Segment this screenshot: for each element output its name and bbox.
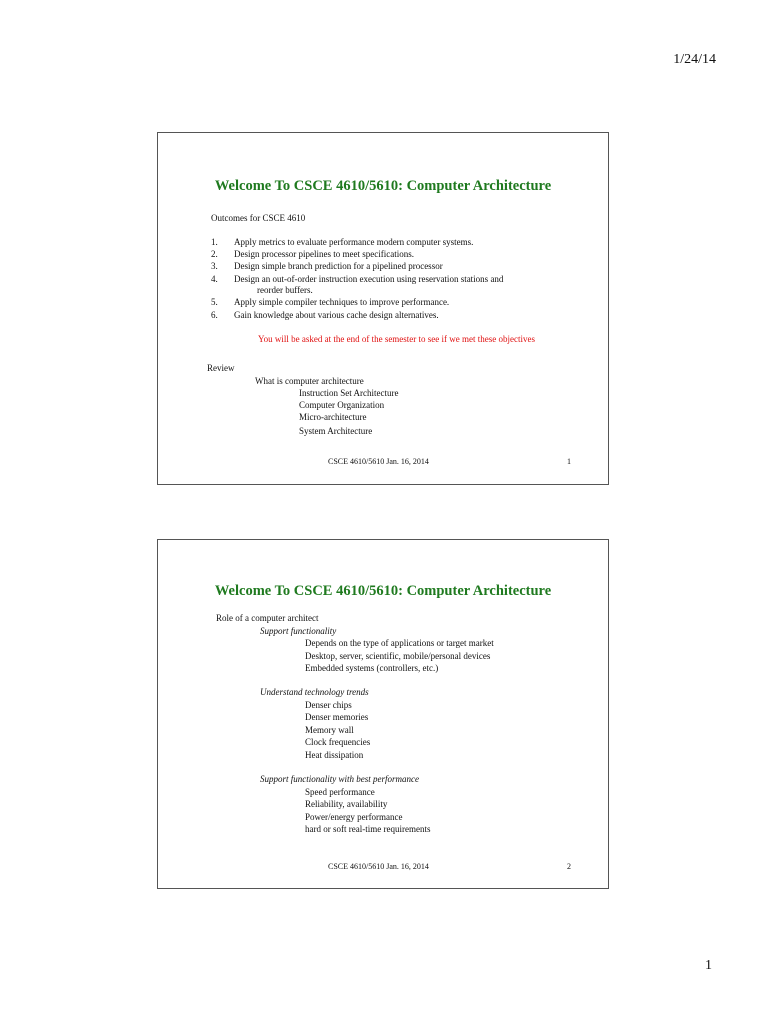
section-item: hard or soft real-time requirements — [305, 824, 431, 834]
outcome-item: Gain knowledge about various cache design alternatives. — [234, 310, 439, 320]
page-number: 1 — [705, 958, 712, 973]
outcome-item: Design processor pipelines to meet specifications. — [234, 249, 414, 259]
section-heading: Support functionality — [260, 626, 337, 636]
role-heading: Role of a computer architect — [216, 613, 319, 623]
section-heading: Understand technology trends — [260, 687, 369, 697]
review-question: What is computer architecture — [255, 376, 364, 386]
slide-title: Welcome To CSCE 4610/5610: Computer Architecture — [214, 178, 552, 194]
section-item: Depends on the type of applications or target market — [305, 638, 494, 648]
outcome-number: 2. — [211, 249, 218, 259]
section-item: Clock frequencies — [305, 737, 371, 747]
section-item: Desktop, server, scientific, mobile/personal devices — [305, 651, 491, 661]
outcome-number: 1. — [211, 237, 218, 247]
slide-footer: CSCE 4610/5610 Jan. 16, 2014 — [328, 457, 429, 466]
outcomes-heading: Outcomes for CSCE 4610 — [211, 213, 306, 223]
outcome-item: Design simple branch prediction for a pipelined processor — [234, 261, 443, 271]
slide-2 — [157, 539, 609, 889]
review-label: Review — [207, 363, 235, 373]
objectives-notice: You will be asked at the end of the semester to see if we met these objectives — [258, 334, 536, 344]
outcome-item: Apply metrics to evaluate performance modern computer systems. — [234, 237, 474, 247]
slide-number: 1 — [567, 457, 571, 466]
section-item: Power/energy performance — [305, 812, 403, 822]
slide-1 — [157, 132, 609, 485]
section-item: Heat dissipation — [305, 750, 364, 760]
outcome-number: 4. — [211, 274, 218, 284]
section-item: Denser memories — [305, 712, 369, 722]
review-item: Computer Organization — [299, 400, 385, 410]
outcome-item: Apply simple compiler techniques to improve performance. — [234, 297, 450, 307]
section-heading: Support functionality with best performance — [260, 774, 419, 784]
outcome-number: 5. — [211, 297, 218, 307]
section-item: Denser chips — [305, 700, 352, 710]
outcome-item: Design an out-of-order instruction execution using reservation stations and — [234, 274, 504, 284]
review-item: Micro-architecture — [299, 412, 367, 422]
section-item: Embedded systems (controllers, etc.) — [305, 663, 439, 673]
page-date: 1/24/14 — [673, 52, 716, 67]
review-item: System Architecture — [299, 426, 373, 436]
outcome-number: 3. — [211, 261, 218, 271]
outcome-number: 6. — [211, 310, 218, 320]
slide-footer: CSCE 4610/5610 Jan. 16, 2014 — [328, 862, 429, 871]
slide-number: 2 — [567, 862, 571, 871]
section-item: Reliability, availability — [305, 799, 388, 809]
section-item: Memory wall — [305, 725, 354, 735]
review-item: Instruction Set Architecture — [299, 388, 399, 398]
section-item: Speed performance — [305, 787, 375, 797]
outcome-item-continuation: reorder buffers. — [257, 285, 313, 295]
slide-title: Welcome To CSCE 4610/5610: Computer Architecture — [214, 583, 552, 599]
